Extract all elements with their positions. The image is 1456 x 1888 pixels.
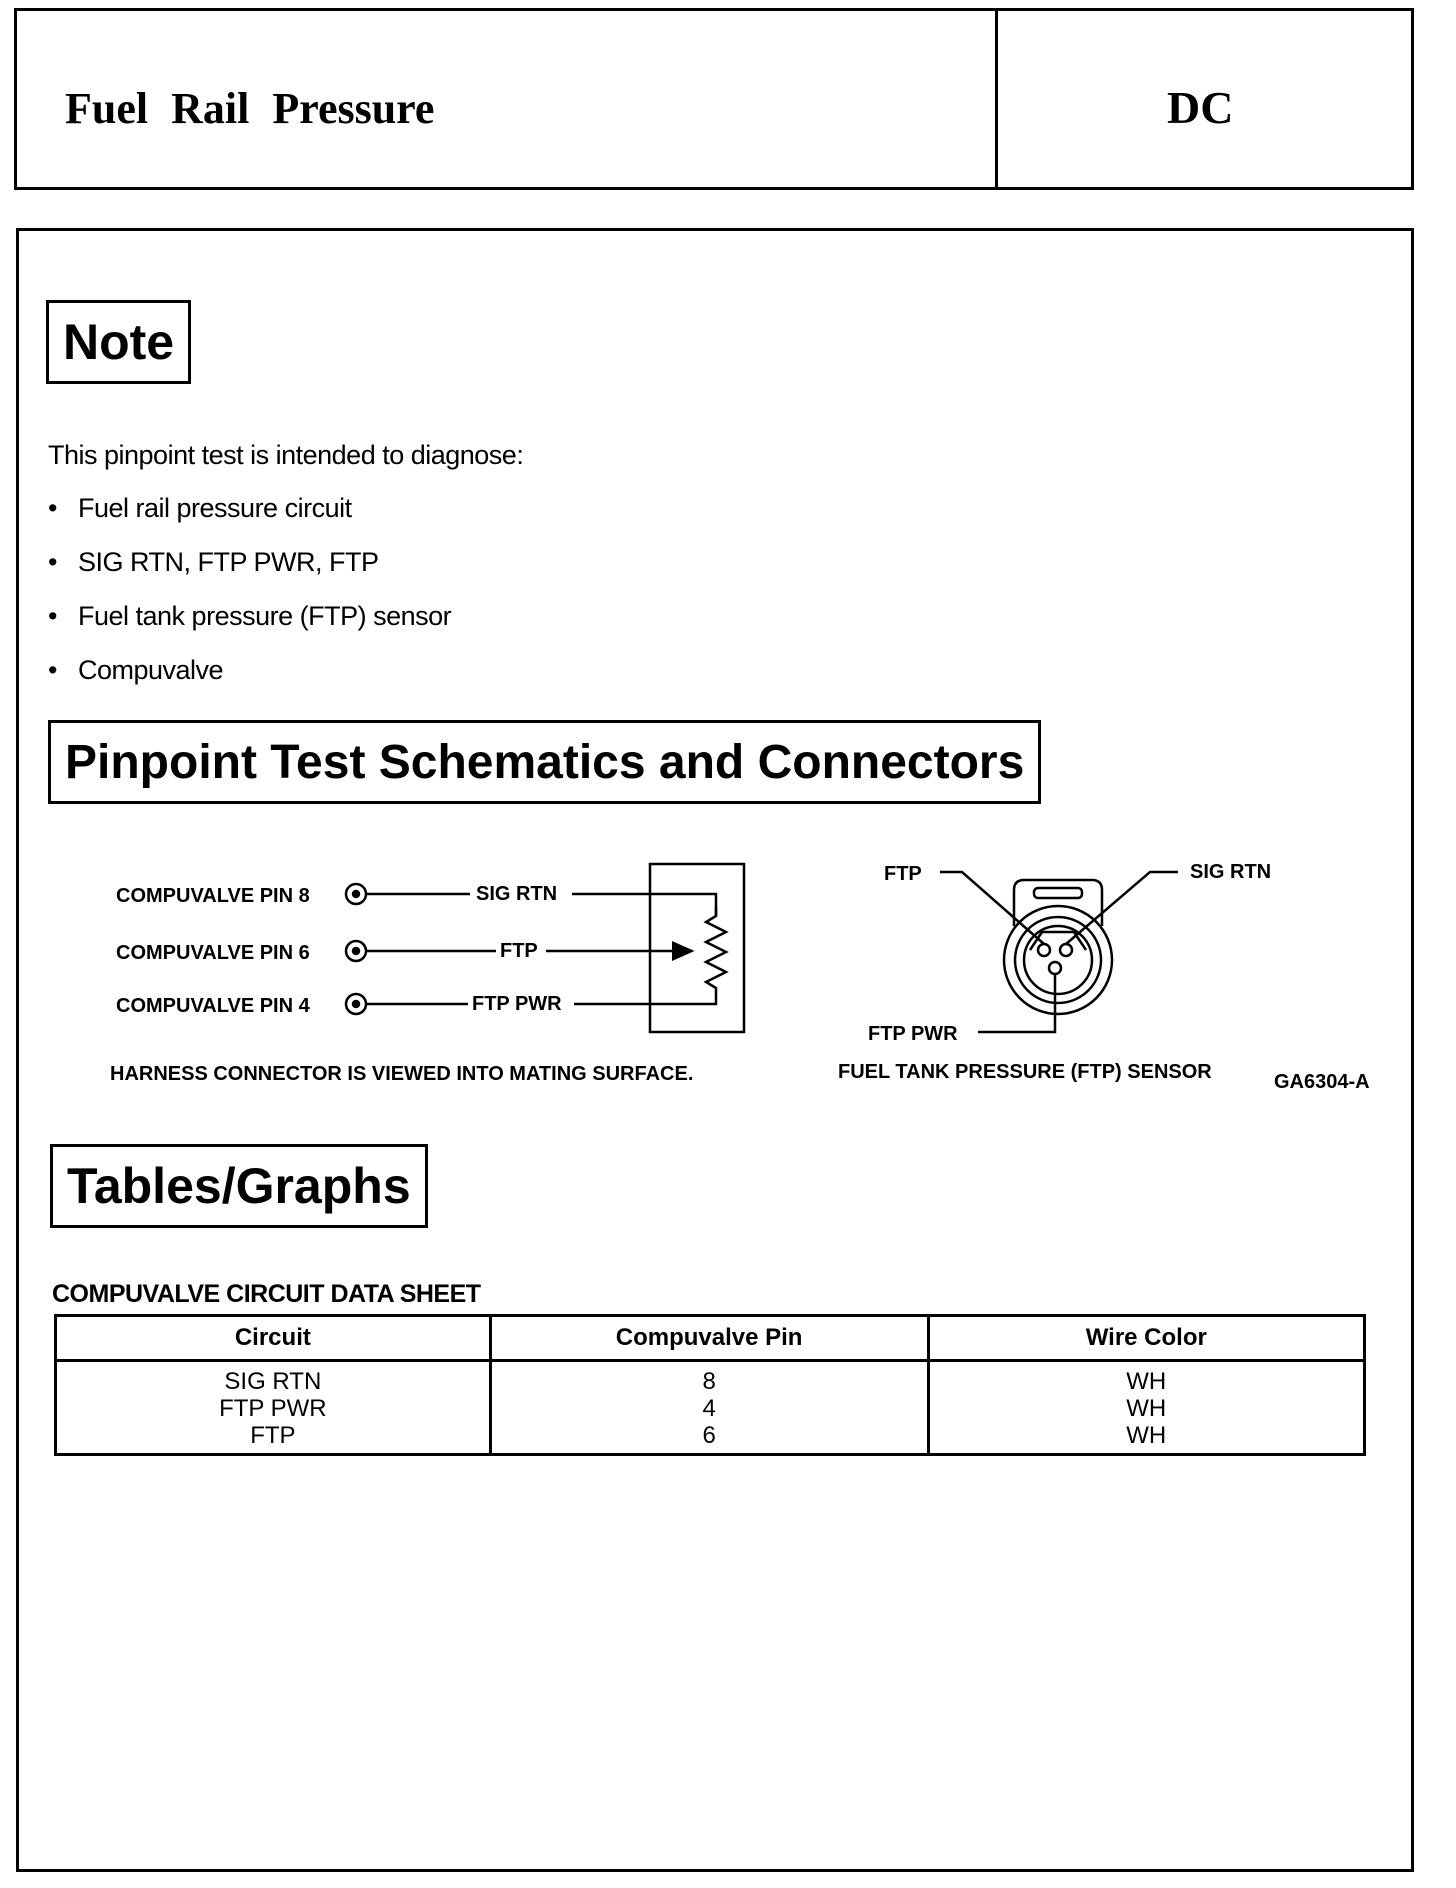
bullet-icon: •	[48, 601, 57, 631]
table-header-row	[56, 1316, 1365, 1361]
pinpoint-heading: Pinpoint Test Schematics and Connectors	[48, 720, 1041, 804]
circuit-cell: SIG RTN FTP PWR FTP	[56, 1361, 491, 1455]
sensor-sig-rtn-label: SIG RTN	[1190, 861, 1272, 883]
pin-cell: 8 4 6	[490, 1361, 928, 1455]
bullet-icon: •	[48, 493, 57, 523]
page-title: Fuel Rail Pressure	[65, 84, 435, 133]
column-header: Circuit	[56, 1316, 491, 1361]
sensor-caption: FUEL TANK PRESSURE (FTP) SENSOR	[838, 1061, 1212, 1083]
signal-label: FTP	[500, 940, 538, 962]
bullet-icon: •	[48, 655, 57, 685]
figure-id: GA6304-A	[1274, 1071, 1370, 1093]
data-sheet-title: COMPUVALVE CIRCUIT DATA SHEET	[52, 1280, 481, 1308]
column-header: Compuvalve Pin	[490, 1316, 928, 1361]
ftp-sensor-diagram	[940, 872, 1178, 1032]
list-item: • Fuel tank pressure (FTP) sensor	[48, 598, 451, 652]
pin-label: COMPUVALVE PIN 6	[116, 942, 310, 964]
harness-caption: HARNESS CONNECTOR IS VIEWED INTO MATING SURFACE.	[110, 1063, 694, 1085]
bullet-icon: •	[48, 547, 57, 577]
wire-color-cell: WH WH WH	[928, 1361, 1364, 1455]
circuit-data-table	[54, 1314, 1366, 1456]
note-intro: This pinpoint test is intended to diagnose:	[48, 440, 524, 470]
column-header: Wire Color	[928, 1316, 1364, 1361]
pin-label: COMPUVALVE PIN 8	[116, 885, 310, 907]
list-item: • Compuvalve	[48, 652, 451, 706]
note-heading: Note	[46, 300, 191, 384]
sensor-ftp-label: FTP	[884, 863, 922, 885]
signal-label: SIG RTN	[476, 883, 558, 905]
pin-label: COMPUVALVE PIN 4	[116, 995, 310, 1017]
sensor-ftp-pwr-label: FTP PWR	[868, 1023, 958, 1045]
table-row	[56, 1361, 1365, 1455]
list-item: • Fuel rail pressure circuit	[48, 490, 451, 544]
list-item: • SIG RTN, FTP PWR, FTP	[48, 544, 451, 598]
tables-heading: Tables/Graphs	[50, 1144, 428, 1228]
section-code: DC	[1167, 82, 1234, 133]
signal-label: FTP PWR	[472, 993, 562, 1015]
